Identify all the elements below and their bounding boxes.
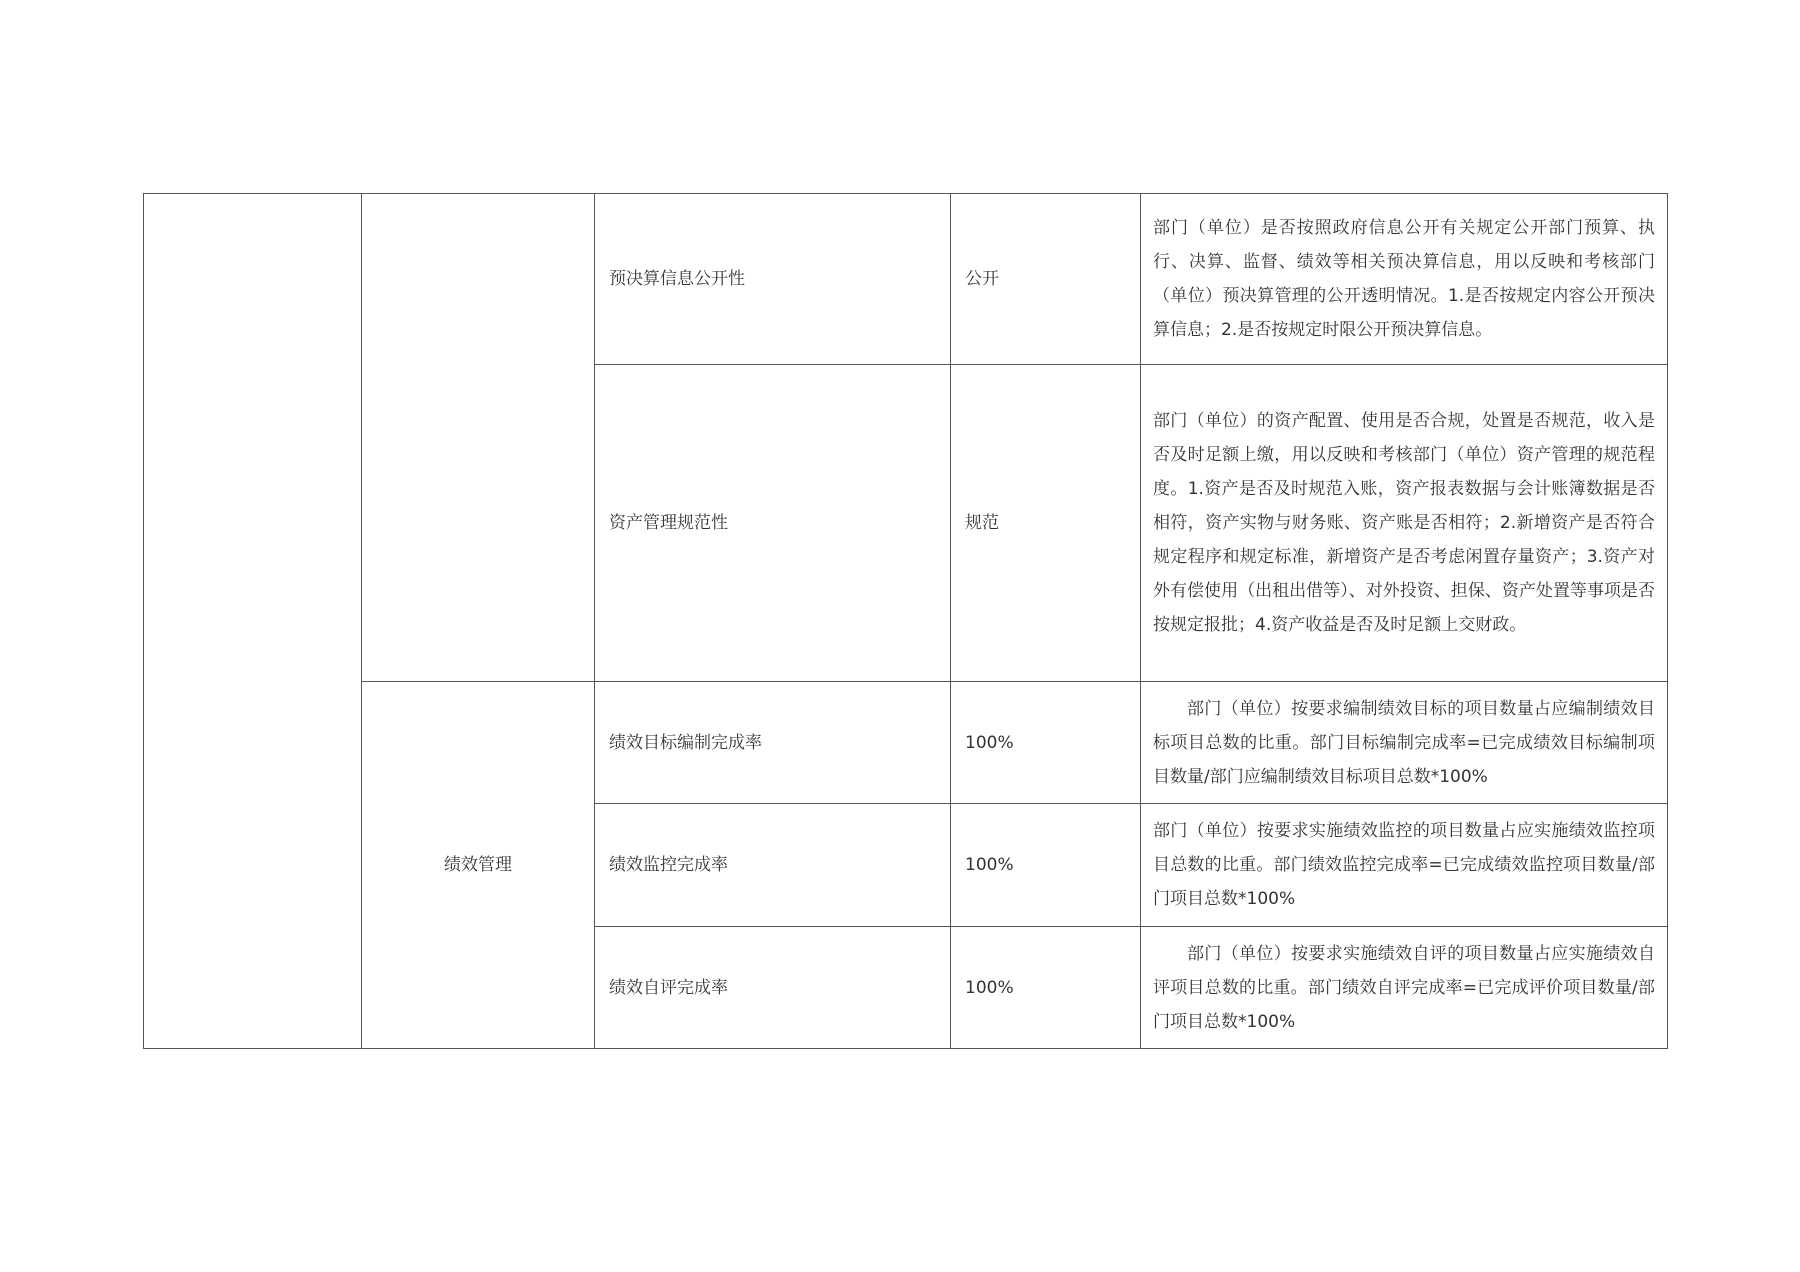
description-cell: 部门（单位）是否按照政府信息公开有关规定公开部门预算、执行、决算、监督、绩效等相关预决算信息，用以反映和考核部门（单位）预决算管理的公开透明情况。1.是否按规定内容公开预决算信息；2.是否按规定时限公开预决算信息。 <box>1141 194 1668 365</box>
group-cell <box>144 194 362 1049</box>
indicator-table <box>143 193 1668 1049</box>
indicator-cell: 绩效自评完成率 <box>595 927 951 1049</box>
value-cell: 公开 <box>951 194 1141 365</box>
value-cell: 100% <box>951 682 1141 804</box>
table-row <box>144 194 1668 365</box>
category-cell: 绩效管理 <box>362 682 595 1049</box>
indicator-cell: 资产管理规范性 <box>595 365 951 682</box>
value-cell: 规范 <box>951 365 1141 682</box>
indicator-cell: 绩效目标编制完成率 <box>595 682 951 804</box>
category-cell <box>362 194 595 682</box>
value-cell: 100% <box>951 927 1141 1049</box>
indicator-cell: 绩效监控完成率 <box>595 804 951 927</box>
description-cell: 部门（单位）按要求编制绩效目标的项目数量占应编制绩效目标项目总数的比重。部门目标编制完成率=已完成绩效目标编制项目数量/部门应编制绩效目标项目总数*100% <box>1141 682 1668 804</box>
indicator-cell: 预决算信息公开性 <box>595 194 951 365</box>
description-cell: 部门（单位）按要求实施绩效自评的项目数量占应实施绩效自评项目总数的比重。部门绩效自评完成率=已完成评价项目数量/部门项目总数*100% <box>1141 927 1668 1049</box>
description-cell: 部门（单位）按要求实施绩效监控的项目数量占应实施绩效监控项目总数的比重。部门绩效监控完成率=已完成绩效监控项目数量/部门项目总数*100% <box>1141 804 1668 927</box>
value-cell: 100% <box>951 804 1141 927</box>
description-cell: 部门（单位）的资产配置、使用是否合规，处置是否规范，收入是否及时足额上缴，用以反映和考核部门（单位）资产管理的规范程度。1.资产是否及时规范入账，资产报表数据与会计账簿数据是否相符，资产实物与财务账、资产账是否相符；2.新增资产是否符合规定程序和规定标准，新增资产是否考虑闲置存量资产；3.资产对外有偿使用（出租出借等）、对外投资、担保、资产处置等事项是否按规定报批；4.资产收益是否及时足额上交财政。 <box>1141 365 1668 682</box>
table-row <box>144 682 1668 804</box>
